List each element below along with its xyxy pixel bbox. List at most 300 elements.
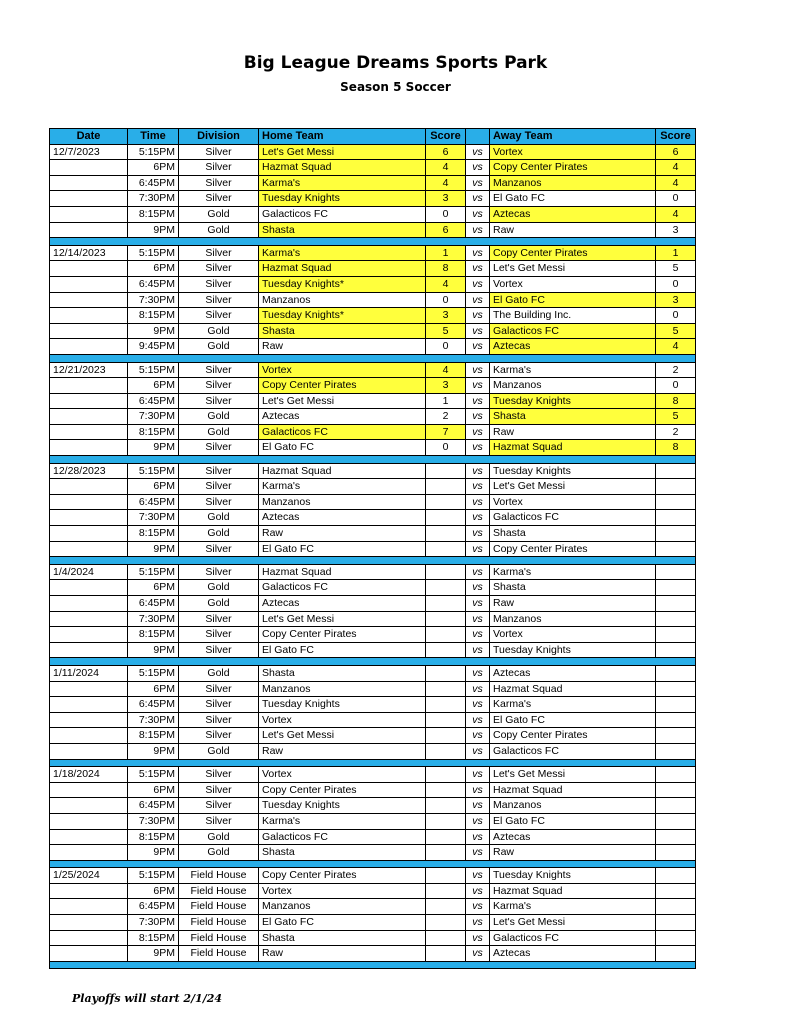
home-score-cell [426, 829, 466, 845]
time-cell: 6:45PM [128, 494, 179, 510]
home-score-cell [426, 883, 466, 899]
table-row [50, 245, 696, 261]
away-team-cell: Copy Center Pirates [490, 160, 656, 176]
away-team-cell: Vortex [490, 144, 656, 160]
division-cell: Silver [179, 175, 259, 191]
home-score-cell [426, 665, 466, 681]
away-score-cell [656, 930, 696, 946]
away-score-cell [656, 697, 696, 713]
time-cell: 8:15PM [128, 206, 179, 222]
vs-cell: vs [466, 323, 490, 339]
away-score-cell: 2 [656, 424, 696, 440]
week-separator [50, 456, 696, 464]
division-cell: Field House [179, 868, 259, 884]
week-separator [50, 354, 696, 362]
division-cell: Silver [179, 191, 259, 207]
home-score-cell [426, 494, 466, 510]
away-score-cell: 4 [656, 339, 696, 355]
away-team-cell: Raw [490, 424, 656, 440]
vs-cell: vs [466, 728, 490, 744]
table-row [50, 596, 696, 612]
home-team-cell: Shasta [259, 930, 426, 946]
home-score-cell: 4 [426, 362, 466, 378]
date-cell [50, 393, 128, 409]
home-team-cell: Raw [259, 526, 426, 542]
home-score-cell [426, 899, 466, 915]
division-cell: Silver [179, 627, 259, 643]
home-team-cell: Copy Center Pirates [259, 378, 426, 394]
col-header-date: Date [50, 129, 128, 145]
col-header-home-score: Score [426, 129, 466, 145]
time-cell: 9PM [128, 440, 179, 456]
date-cell [50, 712, 128, 728]
time-cell: 6:45PM [128, 596, 179, 612]
away-score-cell [656, 868, 696, 884]
away-score-cell [656, 712, 696, 728]
home-team-cell: Karma's [259, 245, 426, 261]
separator-bar [50, 961, 696, 969]
away-team-cell: Galacticos FC [490, 743, 656, 759]
division-cell: Silver [179, 144, 259, 160]
home-team-cell: Copy Center Pirates [259, 627, 426, 643]
time-cell: 6PM [128, 782, 179, 798]
time-cell: 5:15PM [128, 767, 179, 783]
vs-cell: vs [466, 596, 490, 612]
time-cell: 9PM [128, 222, 179, 238]
date-cell [50, 494, 128, 510]
time-cell: 5:15PM [128, 564, 179, 580]
time-cell: 9PM [128, 541, 179, 557]
away-score-cell [656, 767, 696, 783]
vs-cell: vs [466, 510, 490, 526]
away-team-cell: Hazmat Squad [490, 440, 656, 456]
away-team-cell: Let's Get Messi [490, 479, 656, 495]
home-team-cell: Tuesday Knights [259, 191, 426, 207]
time-cell: 6PM [128, 261, 179, 277]
col-header-away-team: Away Team [490, 129, 656, 145]
table-row [50, 510, 696, 526]
away-score-cell: 0 [656, 378, 696, 394]
away-score-cell: 1 [656, 245, 696, 261]
date-cell [50, 611, 128, 627]
date-cell [50, 308, 128, 324]
date-cell [50, 681, 128, 697]
date-cell [50, 175, 128, 191]
home-score-cell: 4 [426, 160, 466, 176]
vs-cell: vs [466, 160, 490, 176]
time-cell: 7:30PM [128, 611, 179, 627]
date-cell [50, 541, 128, 557]
away-score-cell [656, 915, 696, 931]
away-score-cell [656, 541, 696, 557]
home-score-cell: 4 [426, 276, 466, 292]
away-score-cell [656, 829, 696, 845]
home-score-cell [426, 728, 466, 744]
home-score-cell: 0 [426, 339, 466, 355]
home-score-cell [426, 868, 466, 884]
division-cell: Silver [179, 564, 259, 580]
date-cell [50, 339, 128, 355]
vs-cell: vs [466, 767, 490, 783]
date-cell [50, 222, 128, 238]
home-score-cell: 5 [426, 323, 466, 339]
away-team-cell: Aztecas [490, 946, 656, 962]
table-row [50, 378, 696, 394]
away-team-cell: Let's Get Messi [490, 261, 656, 277]
home-score-cell [426, 798, 466, 814]
home-team-cell: Hazmat Squad [259, 261, 426, 277]
time-cell: 5:15PM [128, 362, 179, 378]
away-team-cell: Manzanos [490, 378, 656, 394]
home-team-cell: Copy Center Pirates [259, 868, 426, 884]
date-cell: 1/25/2024 [50, 868, 128, 884]
week-separator [50, 658, 696, 666]
time-cell: 7:30PM [128, 510, 179, 526]
home-team-cell: El Gato FC [259, 541, 426, 557]
away-score-cell: 3 [656, 292, 696, 308]
division-cell: Gold [179, 743, 259, 759]
division-cell: Silver [179, 767, 259, 783]
table-row [50, 175, 696, 191]
col-header-time: Time [128, 129, 179, 145]
division-cell: Gold [179, 323, 259, 339]
home-score-cell [426, 627, 466, 643]
away-score-cell [656, 782, 696, 798]
table-row [50, 339, 696, 355]
home-team-cell: Manzanos [259, 899, 426, 915]
vs-cell: vs [466, 782, 490, 798]
date-cell [50, 642, 128, 658]
date-cell [50, 798, 128, 814]
vs-cell: vs [466, 829, 490, 845]
away-team-cell: Let's Get Messi [490, 915, 656, 931]
home-team-cell: Tuesday Knights [259, 697, 426, 713]
away-score-cell [656, 564, 696, 580]
page-subtitle: Season 5 Soccer [340, 80, 451, 94]
time-cell: 8:15PM [128, 728, 179, 744]
away-team-cell: Karma's [490, 564, 656, 580]
division-cell: Silver [179, 541, 259, 557]
date-cell [50, 160, 128, 176]
table-row [50, 440, 696, 456]
separator-bar [50, 557, 696, 565]
table-row [50, 782, 696, 798]
away-team-cell: Copy Center Pirates [490, 541, 656, 557]
time-cell: 7:30PM [128, 813, 179, 829]
date-cell [50, 930, 128, 946]
home-score-cell [426, 712, 466, 728]
away-team-cell: Hazmat Squad [490, 782, 656, 798]
vs-cell: vs [466, 175, 490, 191]
vs-cell: vs [466, 564, 490, 580]
away-team-cell: El Gato FC [490, 191, 656, 207]
home-score-cell [426, 596, 466, 612]
col-header-away-score: Score [656, 129, 696, 145]
away-team-cell: Galacticos FC [490, 323, 656, 339]
home-team-cell: Manzanos [259, 681, 426, 697]
division-cell: Gold [179, 845, 259, 861]
division-cell: Silver [179, 245, 259, 261]
away-team-cell: Galacticos FC [490, 930, 656, 946]
date-cell [50, 728, 128, 744]
table-row [50, 697, 696, 713]
time-cell: 9PM [128, 845, 179, 861]
vs-cell: vs [466, 611, 490, 627]
table-row [50, 222, 696, 238]
time-cell: 6:45PM [128, 276, 179, 292]
time-cell: 9PM [128, 946, 179, 962]
time-cell: 7:30PM [128, 712, 179, 728]
away-score-cell [656, 580, 696, 596]
separator-bar [50, 456, 696, 464]
home-team-cell: Copy Center Pirates [259, 782, 426, 798]
home-team-cell: Manzanos [259, 494, 426, 510]
away-score-cell: 4 [656, 175, 696, 191]
table-row [50, 845, 696, 861]
date-cell [50, 813, 128, 829]
away-score-cell [656, 681, 696, 697]
home-team-cell: Vortex [259, 767, 426, 783]
vs-cell: vs [466, 308, 490, 324]
home-score-cell: 4 [426, 175, 466, 191]
vs-cell: vs [466, 665, 490, 681]
away-team-cell: Raw [490, 222, 656, 238]
away-team-cell: Galacticos FC [490, 510, 656, 526]
separator-bar [50, 354, 696, 362]
table-row [50, 712, 696, 728]
home-team-cell: Vortex [259, 362, 426, 378]
home-team-cell: Karma's [259, 813, 426, 829]
table-row [50, 409, 696, 425]
division-cell: Silver [179, 160, 259, 176]
table-row [50, 813, 696, 829]
division-cell: Gold [179, 665, 259, 681]
table-row [50, 642, 696, 658]
home-team-cell: Shasta [259, 665, 426, 681]
date-cell: 12/21/2023 [50, 362, 128, 378]
vs-cell: vs [466, 424, 490, 440]
vs-cell: vs [466, 292, 490, 308]
vs-cell: vs [466, 378, 490, 394]
date-cell: 12/28/2023 [50, 463, 128, 479]
vs-cell: vs [466, 463, 490, 479]
home-team-cell: Galacticos FC [259, 829, 426, 845]
vs-cell: vs [466, 339, 490, 355]
division-cell: Gold [179, 222, 259, 238]
home-score-cell [426, 743, 466, 759]
away-score-cell [656, 627, 696, 643]
table-row [50, 681, 696, 697]
home-team-cell: Let's Get Messi [259, 393, 426, 409]
home-team-cell: Let's Get Messi [259, 728, 426, 744]
table-row [50, 930, 696, 946]
division-cell: Silver [179, 463, 259, 479]
vs-cell: vs [466, 479, 490, 495]
home-team-cell: Galacticos FC [259, 424, 426, 440]
vs-cell: vs [466, 915, 490, 931]
home-score-cell [426, 564, 466, 580]
date-cell [50, 845, 128, 861]
vs-cell: vs [466, 276, 490, 292]
home-score-cell: 0 [426, 292, 466, 308]
division-cell: Gold [179, 409, 259, 425]
table-row [50, 479, 696, 495]
home-score-cell [426, 642, 466, 658]
time-cell: 7:30PM [128, 191, 179, 207]
date-cell [50, 526, 128, 542]
time-cell: 7:30PM [128, 292, 179, 308]
away-score-cell: 2 [656, 362, 696, 378]
home-team-cell: Raw [259, 339, 426, 355]
away-score-cell [656, 463, 696, 479]
table-row [50, 743, 696, 759]
division-cell: Gold [179, 829, 259, 845]
away-score-cell [656, 845, 696, 861]
away-score-cell [656, 798, 696, 814]
vs-cell: vs [466, 206, 490, 222]
away-score-cell: 8 [656, 393, 696, 409]
away-score-cell [656, 642, 696, 658]
date-cell [50, 697, 128, 713]
date-cell [50, 627, 128, 643]
date-cell [50, 829, 128, 845]
table-row [50, 206, 696, 222]
home-score-cell: 6 [426, 222, 466, 238]
away-team-cell: Karma's [490, 697, 656, 713]
vs-cell: vs [466, 580, 490, 596]
home-score-cell [426, 813, 466, 829]
home-team-cell: Aztecas [259, 510, 426, 526]
time-cell: 6:45PM [128, 798, 179, 814]
away-score-cell [656, 946, 696, 962]
home-team-cell: Vortex [259, 712, 426, 728]
division-cell: Silver [179, 378, 259, 394]
away-score-cell: 4 [656, 160, 696, 176]
home-score-cell [426, 681, 466, 697]
col-header-division: Division [179, 129, 259, 145]
time-cell: 7:30PM [128, 915, 179, 931]
schedule-body [50, 144, 696, 969]
away-team-cell: Raw [490, 845, 656, 861]
separator-bar [50, 658, 696, 666]
time-cell: 6PM [128, 160, 179, 176]
home-team-cell: El Gato FC [259, 915, 426, 931]
division-cell: Silver [179, 261, 259, 277]
away-team-cell: Manzanos [490, 798, 656, 814]
away-score-cell: 5 [656, 261, 696, 277]
division-cell: Gold [179, 206, 259, 222]
away-team-cell: Hazmat Squad [490, 681, 656, 697]
away-team-cell: Raw [490, 596, 656, 612]
home-team-cell: Let's Get Messi [259, 144, 426, 160]
time-cell: 5:15PM [128, 245, 179, 261]
home-score-cell [426, 510, 466, 526]
table-row [50, 611, 696, 627]
home-team-cell: Aztecas [259, 596, 426, 612]
vs-cell: vs [466, 883, 490, 899]
vs-cell: vs [466, 681, 490, 697]
vs-cell: vs [466, 222, 490, 238]
home-score-cell [426, 697, 466, 713]
table-row [50, 160, 696, 176]
home-score-cell: 1 [426, 393, 466, 409]
time-cell: 8:15PM [128, 930, 179, 946]
home-team-cell: Aztecas [259, 409, 426, 425]
away-team-cell: Hazmat Squad [490, 883, 656, 899]
time-cell: 5:15PM [128, 144, 179, 160]
away-team-cell: Aztecas [490, 665, 656, 681]
page-title: Big League Dreams Sports Park [243, 53, 548, 73]
vs-cell: vs [466, 798, 490, 814]
division-cell: Silver [179, 494, 259, 510]
date-cell [50, 378, 128, 394]
table-row [50, 323, 696, 339]
time-cell: 6PM [128, 883, 179, 899]
date-cell: 12/14/2023 [50, 245, 128, 261]
home-score-cell [426, 463, 466, 479]
home-team-cell: Raw [259, 946, 426, 962]
home-score-cell [426, 611, 466, 627]
date-cell [50, 261, 128, 277]
home-team-cell: Karma's [259, 175, 426, 191]
time-cell: 6PM [128, 681, 179, 697]
vs-cell: vs [466, 144, 490, 160]
division-cell: Silver [179, 308, 259, 324]
date-cell [50, 946, 128, 962]
vs-cell: vs [466, 191, 490, 207]
division-cell: Silver [179, 782, 259, 798]
table-header-row [50, 129, 696, 145]
time-cell: 6PM [128, 479, 179, 495]
away-score-cell: 3 [656, 222, 696, 238]
vs-cell: vs [466, 245, 490, 261]
date-cell: 12/7/2023 [50, 144, 128, 160]
away-score-cell [656, 510, 696, 526]
division-cell: Silver [179, 728, 259, 744]
playoffs-note: Playoffs will start 2/1/24 [72, 992, 223, 1005]
away-team-cell: Copy Center Pirates [490, 728, 656, 744]
time-cell: 6PM [128, 580, 179, 596]
date-cell [50, 440, 128, 456]
division-cell: Silver [179, 393, 259, 409]
table-row [50, 899, 696, 915]
col-header-vs [466, 129, 490, 145]
time-cell: 6PM [128, 378, 179, 394]
away-team-cell: Let's Get Messi [490, 767, 656, 783]
table-row [50, 829, 696, 845]
time-cell: 6:45PM [128, 899, 179, 915]
week-separator [50, 238, 696, 246]
away-score-cell: 0 [656, 276, 696, 292]
away-score-cell [656, 611, 696, 627]
home-team-cell: Hazmat Squad [259, 564, 426, 580]
division-cell: Silver [179, 292, 259, 308]
division-cell: Silver [179, 712, 259, 728]
vs-cell: vs [466, 261, 490, 277]
division-cell: Silver [179, 813, 259, 829]
date-cell [50, 782, 128, 798]
home-score-cell: 3 [426, 191, 466, 207]
vs-cell: vs [466, 899, 490, 915]
separator-bar [50, 759, 696, 767]
away-score-cell: 5 [656, 409, 696, 425]
away-team-cell: Aztecas [490, 339, 656, 355]
home-team-cell: Shasta [259, 323, 426, 339]
table-row [50, 883, 696, 899]
home-score-cell: 3 [426, 378, 466, 394]
date-cell [50, 424, 128, 440]
away-score-cell: 4 [656, 206, 696, 222]
